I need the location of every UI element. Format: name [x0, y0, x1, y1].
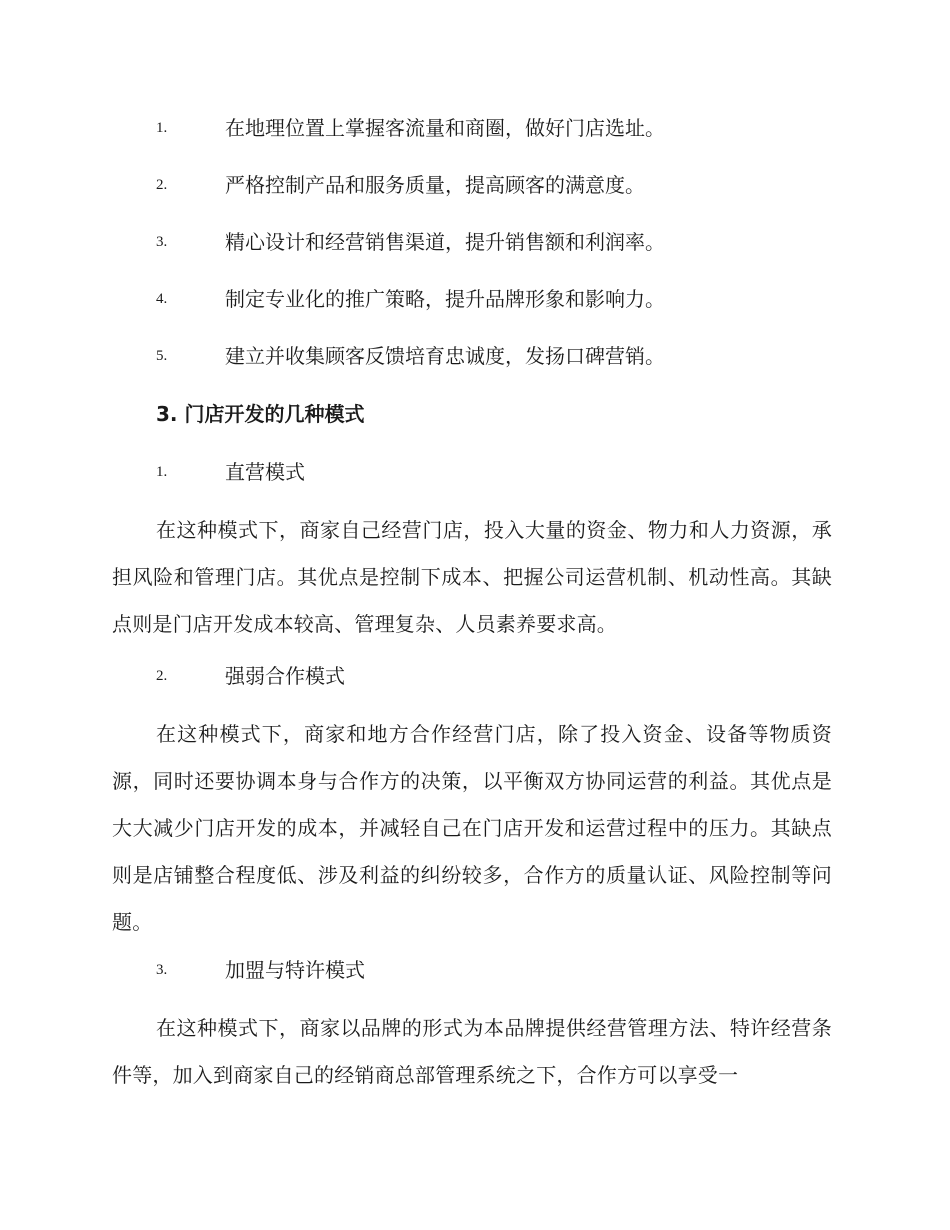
mode-heading-direct: [0, 452, 950, 492]
list-number: 4.: [156, 291, 168, 307]
list-number: 2.: [156, 177, 168, 193]
mode-heading-partnership: [0, 656, 950, 696]
list-item-text: 制定专业化的推广策略，提升品牌形象和影响力。: [225, 287, 665, 311]
mode-title: 强弱合作模式: [225, 664, 345, 688]
mode-title: 加盟与特许模式: [225, 958, 365, 982]
list-item-text: 严格控制产品和服务质量，提高顾客的满意度。: [225, 173, 645, 197]
mode-paragraph: 在这种模式下，商家自己经营门店，投入大量的资金、物力和人力资源，承担风险和管理门店。其优点是控制下成本、把握公司运营机制、机动性高。其缺点则是门店开发成本较高、管理复杂、人员素养要求高。: [112, 518, 832, 636]
list-number: 5.: [156, 348, 168, 364]
mode-title: 直营模式: [225, 460, 305, 484]
list-number: 3.: [156, 962, 168, 978]
list-item: [0, 222, 950, 262]
list-item: [0, 108, 950, 148]
list-item-text: 精心设计和经营销售渠道，提升销售额和利润率。: [225, 230, 665, 254]
mode-heading-franchise: [0, 950, 950, 990]
list-item: [0, 279, 950, 319]
list-number: 1.: [156, 120, 168, 136]
list-item: [0, 336, 950, 376]
list-number: 3.: [156, 234, 168, 250]
mode-paragraph: 在这种模式下，商家和地方合作经营门店，除了投入资金、设备等物质资源，同时还要协调本身与合作方的决策，以平衡双方协同运营的利益。其优点是大大减少门店开发的成本，并减轻自己在门店开发和运营过程中的压力。其缺点则是店铺整合程度低、涉及利益的纠纷较多，合作方的质量认证、风险控制等问题。: [112, 722, 832, 934]
list-item-text: 在地理位置上掌握客流量和商圈，做好门店选址。: [225, 116, 665, 140]
list-number: 1.: [156, 464, 168, 480]
list-item-text: 建立并收集顾客反馈培育忠诚度，发扬口碑营销。: [225, 344, 665, 368]
mode-paragraph: 在这种模式下，商家以品牌的形式为本品牌提供经营管理方法、特许经营条件等，加入到商家自己的经销商总部管理系统之下，合作方可以享受一: [112, 1016, 832, 1087]
list-item: [0, 165, 950, 205]
section-heading: 3. 门店开发的几种模式: [156, 402, 365, 426]
list-number: 2.: [156, 668, 168, 684]
